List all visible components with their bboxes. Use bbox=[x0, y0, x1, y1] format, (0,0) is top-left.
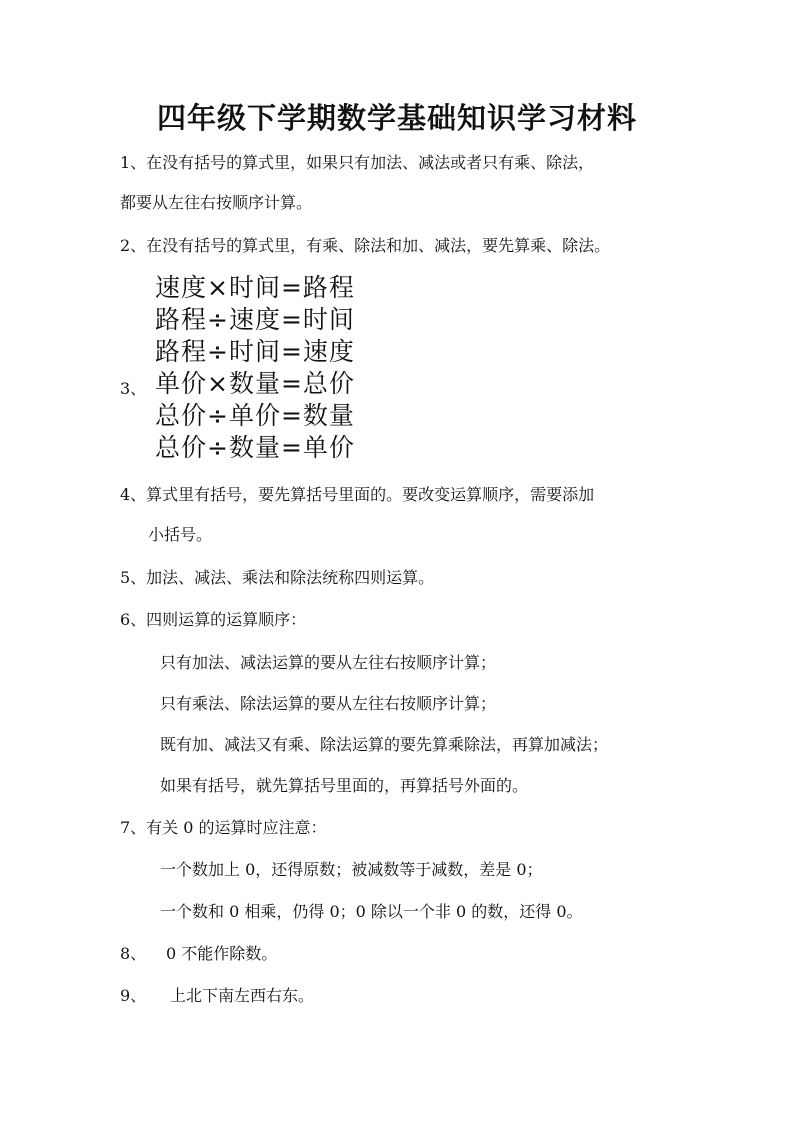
item-6-sub-2: 只有乘法、除法运算的要从左往右按顺序计算； bbox=[160, 694, 497, 713]
item-4-line-1: 4、算式里有括号，要先算括号里面的。要改变运算顺序，需要添加 bbox=[120, 485, 595, 504]
formula-total-quantity-price: 总价÷数量=单价 bbox=[155, 433, 355, 462]
item-3-number: 3、 bbox=[120, 379, 147, 398]
item-7: 7、有关 0 的运算时应注意： bbox=[120, 818, 327, 837]
item-8-number: 8、 bbox=[120, 944, 147, 963]
item-6-sub-1: 只有加法、减法运算的要从左往右按顺序计算； bbox=[160, 653, 497, 672]
item-9-text: 上北下南左西右东。 bbox=[170, 986, 315, 1005]
formula-block bbox=[155, 272, 355, 464]
formula-price-quantity-total: 单价×数量=总价 bbox=[155, 369, 355, 398]
item-5: 5、加法、减法、乘法和除法统称四则运算。 bbox=[120, 568, 435, 587]
item-6-sub-4: 如果有括号，就先算括号里面的，再算括号外面的。 bbox=[160, 776, 529, 795]
item-1-line-1: 1、在没有括号的算式里，如果只有加法、减法或者只有乘、除法， bbox=[120, 153, 595, 172]
item-4-line-2: 小括号。 bbox=[148, 525, 213, 544]
item-7-sub-1: 一个数加上 0，还得原数；被减数等于减数，差是 0； bbox=[160, 860, 543, 879]
item-2: 2、在没有括号的算式里，有乘、除法和加、减法，要先算乘、除法。 bbox=[120, 236, 611, 255]
document-title: 四年级下学期数学基础知识学习材料 bbox=[156, 101, 637, 135]
formula-distance-time-speed: 路程÷时间=速度 bbox=[155, 337, 355, 366]
formula-total-price-quantity: 总价÷单价=数量 bbox=[155, 401, 355, 430]
item-1-line-2: 都要从左往右按顺序计算。 bbox=[120, 193, 313, 212]
item-6-sub-3: 既有加、减法又有乘、除法运算的要先算乘除法，再算加减法； bbox=[160, 735, 609, 754]
item-6: 6、四则运算的运算顺序： bbox=[120, 610, 307, 629]
formula-speed-time-distance: 速度×时间=路程 bbox=[155, 273, 355, 302]
item-7-sub-2: 一个数和 0 相乘，仍得 0；0 除以一个非 0 的数，还得 0。 bbox=[160, 902, 583, 921]
formula-distance-speed-time: 路程÷速度=时间 bbox=[155, 305, 355, 334]
item-8-text: 0 不能作除数。 bbox=[166, 944, 278, 963]
item-9-number: 9、 bbox=[120, 986, 147, 1005]
